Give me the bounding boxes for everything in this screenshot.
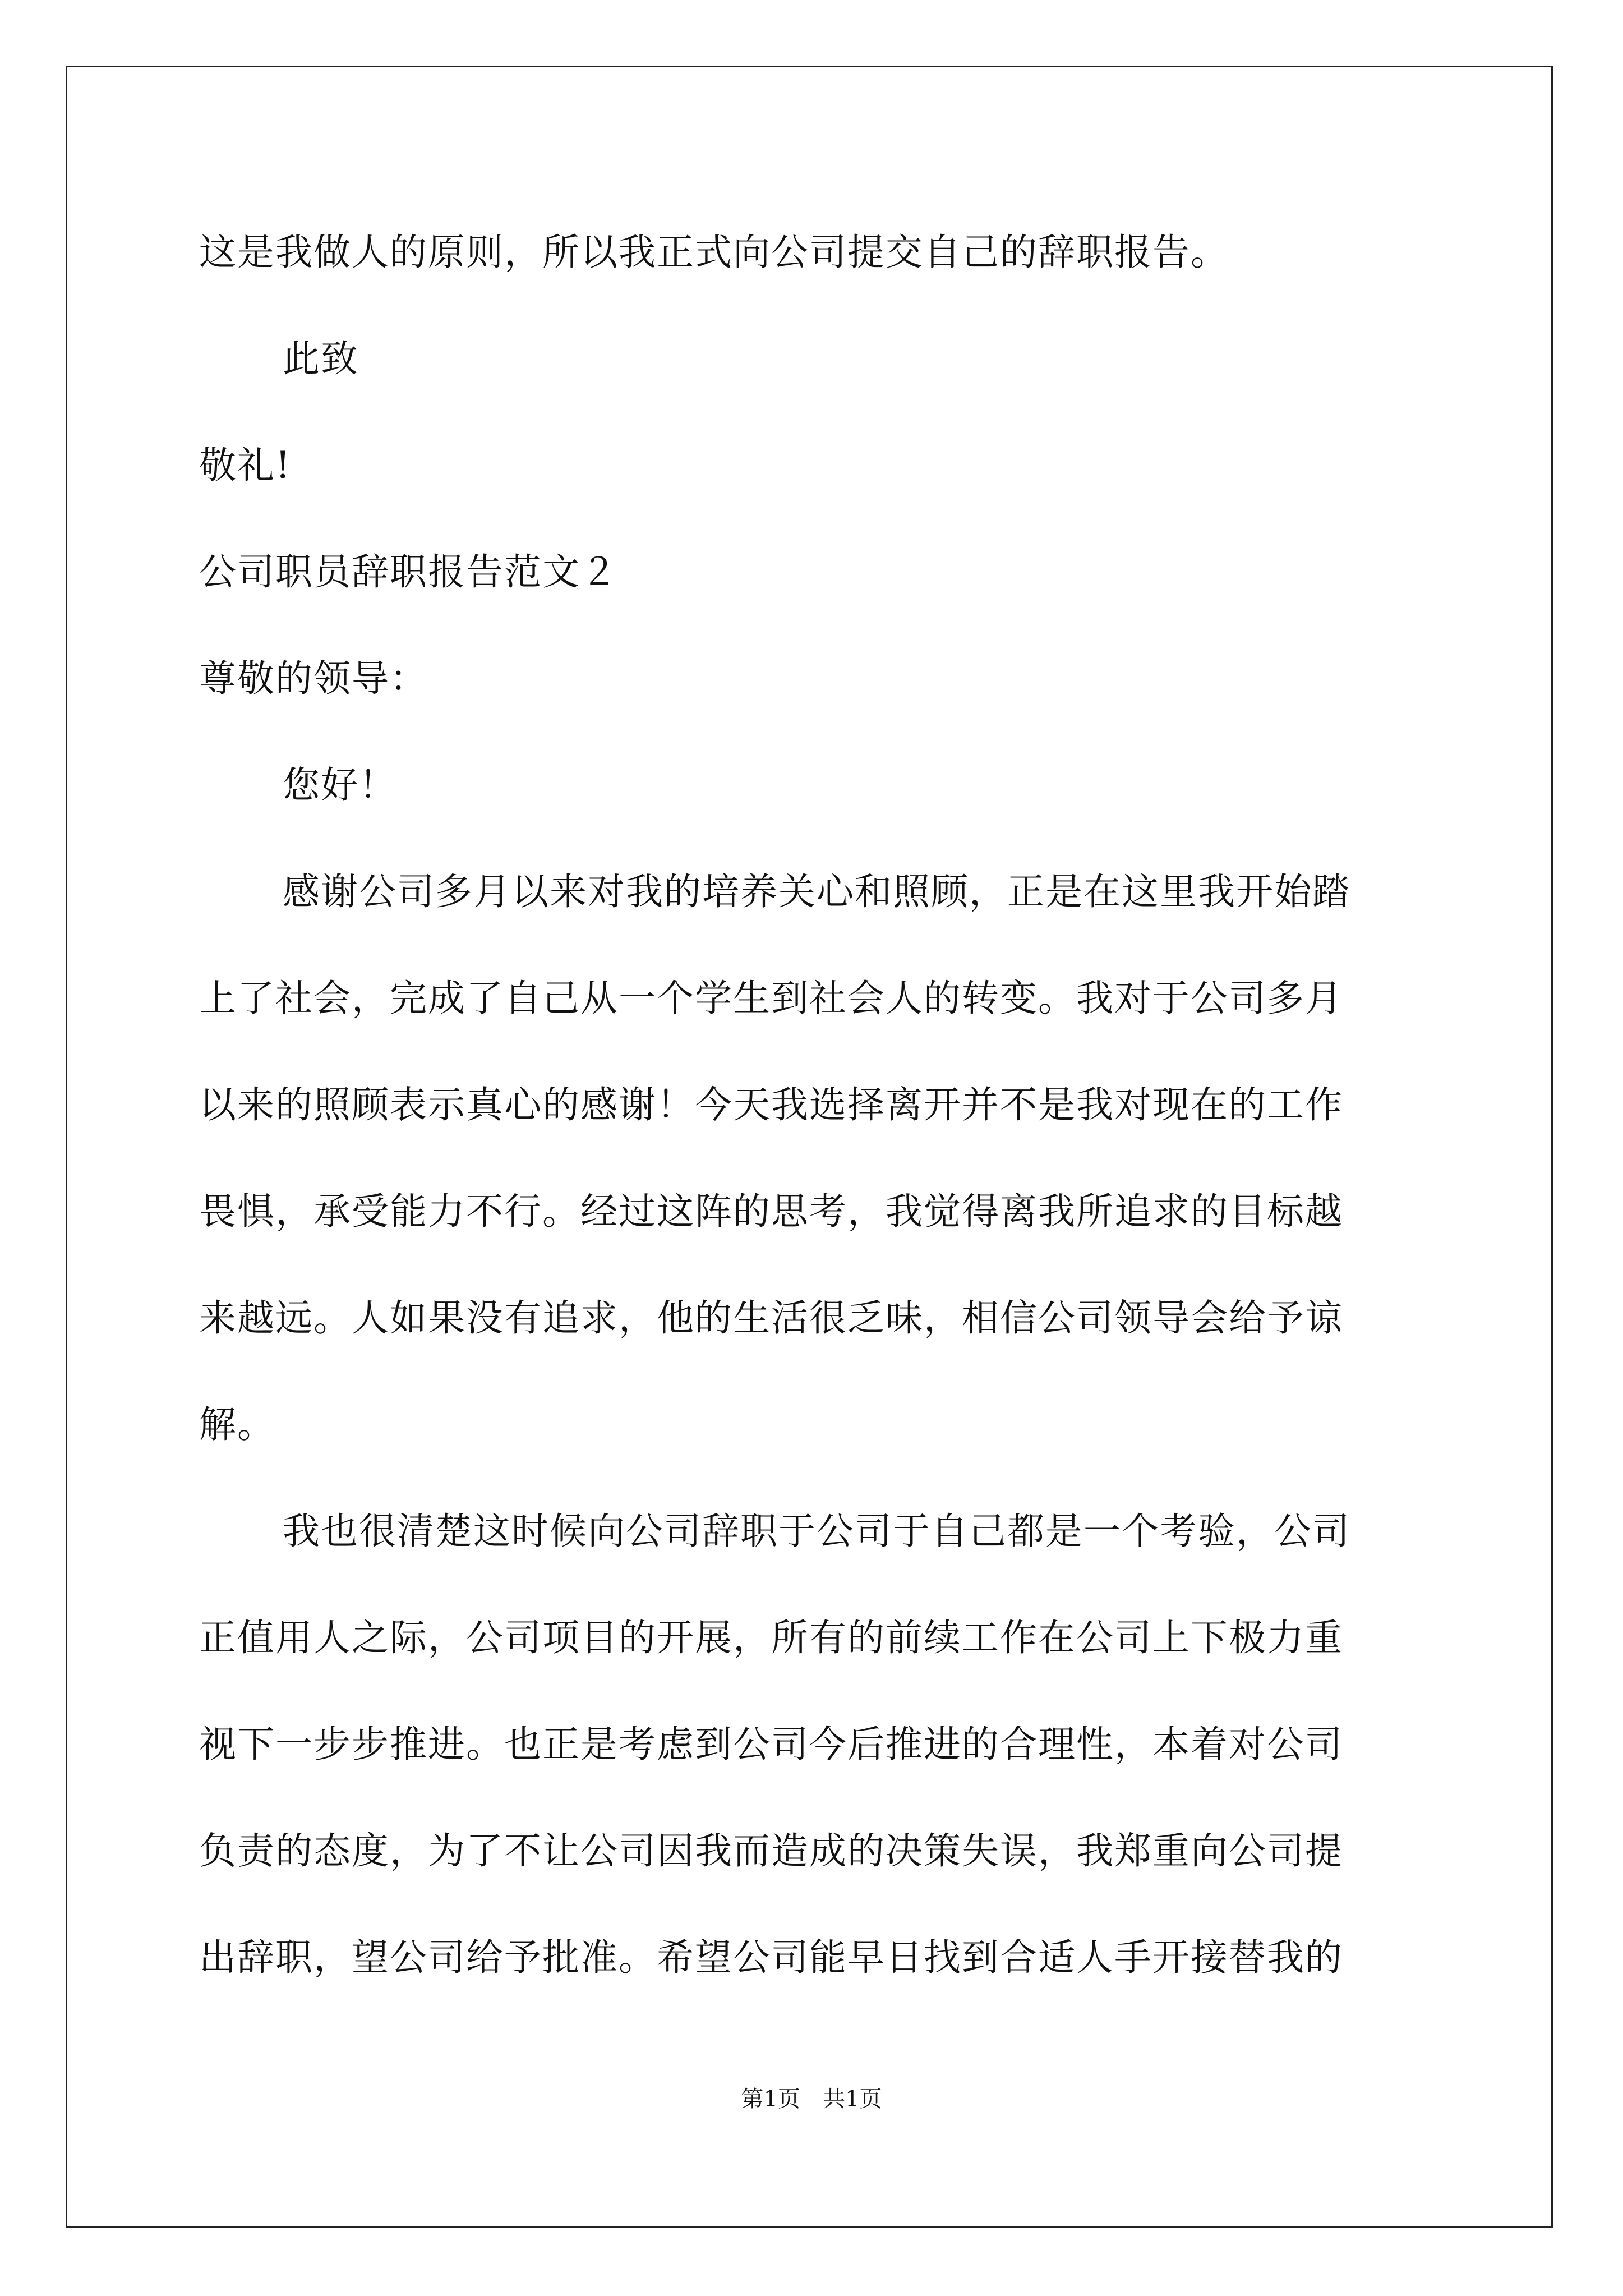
paragraph-1-line-4: 畏惧，承受能力不行。经过这阵的思考，我觉得离我所追求的目标越 (199, 1190, 1343, 1233)
paragraph-1-line-6: 解。 (199, 1403, 275, 1446)
paragraph-2-line-2: 正值用人之际，公司项目的开展，所有的前续工作在公司上下极力重 (199, 1616, 1343, 1659)
page-number-footer: 第1页 共1页 (741, 2086, 882, 2112)
text-line-1: 这是我做人的原则，所以我正式向公司提交自己的辞职报告。 (199, 231, 1229, 274)
paragraph-2-line-4: 负责的态度，为了不让公司因我而造成的决策失误，我郑重向公司提 (199, 1829, 1343, 1872)
paragraph-2-line-1: 我也很清楚这时候向公司辞职于公司于自己都是一个考验，公司 (283, 1510, 1350, 1553)
paragraph-1-line-2: 上了社会，完成了自己从一个学生到社会人的转变。我对于公司多月 (199, 977, 1343, 1020)
page-border (66, 66, 1553, 2228)
paragraph-1-line-1: 感谢公司多月以来对我的培养关心和照顾，正是在这里我开始踏 (283, 870, 1350, 913)
paragraph-2-line-5: 出辞职，望公司给予批准。希望公司能早日找到合适人手开接替我的 (199, 1936, 1343, 1979)
paragraph-1-line-5: 来越远。人如果没有追求，他的生活很乏味，相信公司领导会给予谅 (199, 1296, 1343, 1340)
closing-salutation: 此致 (283, 337, 359, 380)
paragraph-2-line-3: 视下一步步推进。也正是考虑到公司今后推进的合理性，本着对公司 (199, 1723, 1343, 1766)
letter-salutation: 尊敬的领导： (199, 657, 428, 700)
section-heading: 公司职员辞职报告范文２ (199, 550, 619, 593)
letter-greeting: 您好！ (283, 763, 397, 807)
paragraph-1-line-3: 以来的照顾表示真心的感谢！今天我选择离开并不是我对现在的工作 (199, 1083, 1343, 1126)
closing-regards: 敬礼! (199, 444, 292, 487)
